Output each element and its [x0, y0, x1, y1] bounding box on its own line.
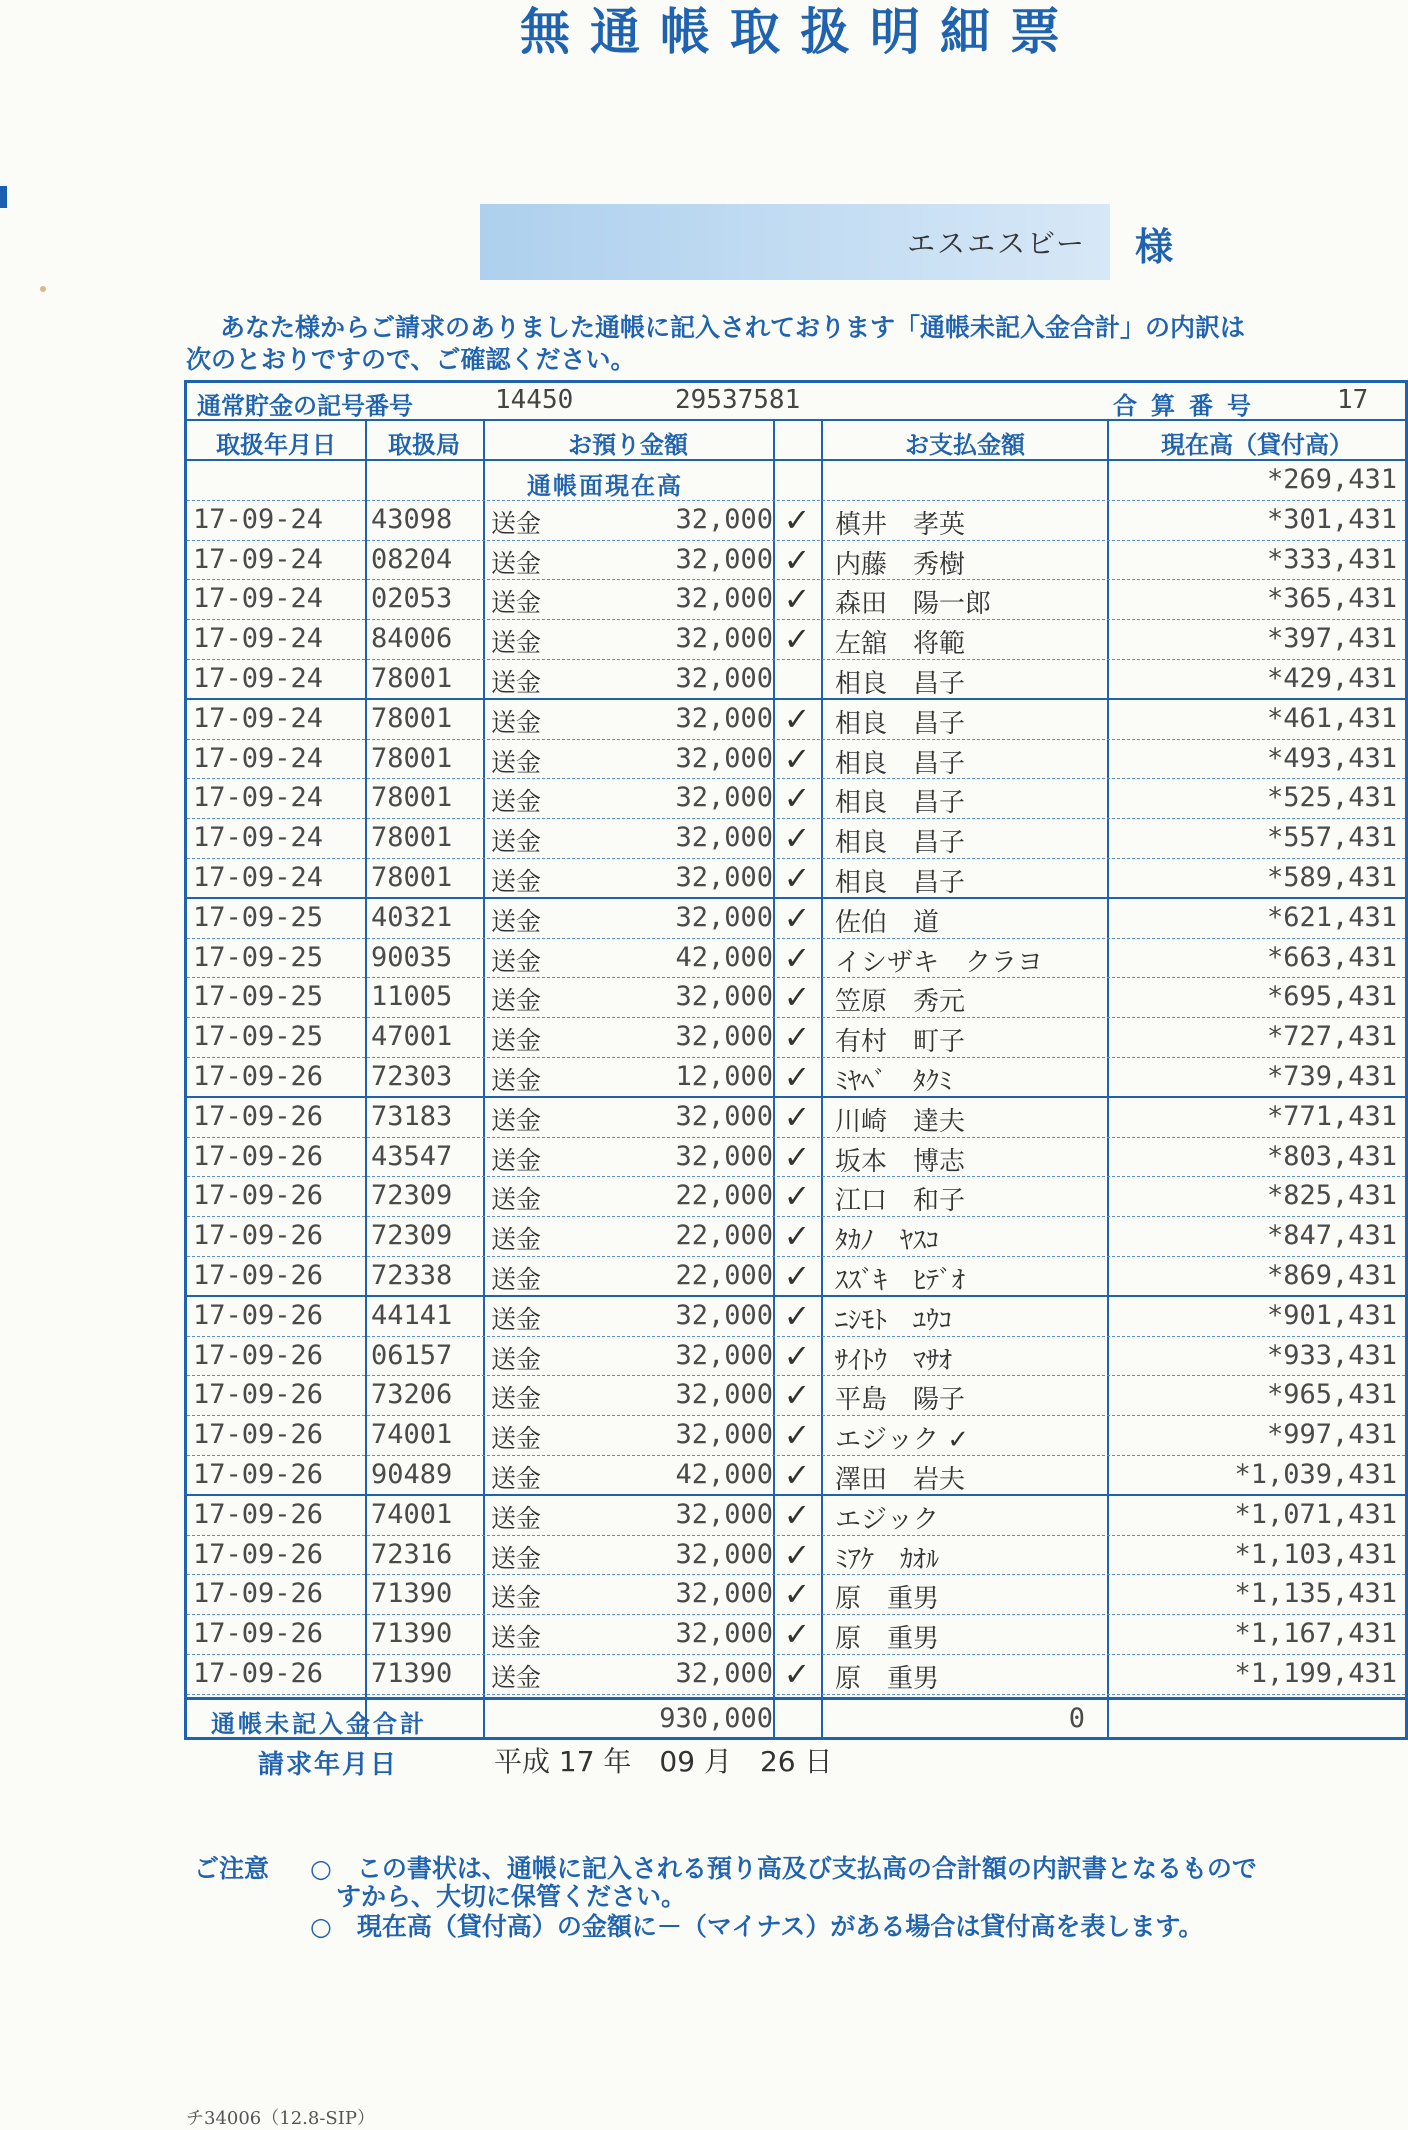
cell-balance: *461,431	[1266, 702, 1397, 734]
table-row	[187, 700, 1405, 740]
cell-balance: *525,431	[1266, 782, 1397, 814]
cell-balance: *397,431	[1266, 623, 1397, 655]
cell-payer: 川崎 達夫	[835, 1106, 966, 1137]
table-row	[187, 660, 1405, 700]
cell-check: ✓	[783, 620, 811, 659]
cell-type: 送金	[491, 1543, 542, 1573]
cell-balance: *803,431	[1266, 1140, 1397, 1172]
cell-amount: 32,000	[675, 583, 773, 615]
cell-check: ✓	[783, 1057, 811, 1096]
cell-date: 17-09-24	[193, 742, 324, 774]
table-row	[187, 1615, 1405, 1655]
cell-balance: *1,071,431	[1234, 1498, 1397, 1530]
cell-amount: 32,000	[675, 1140, 773, 1172]
cell-payer: ﾆｼﾓﾄ ﾕｳｺ	[835, 1305, 953, 1336]
cell-office: 06157	[371, 1339, 453, 1371]
cell-check: ✓	[783, 779, 811, 818]
cell-type: 送金	[491, 508, 542, 538]
table-row	[187, 1337, 1405, 1377]
cell-payer: 平島 陽子	[835, 1385, 966, 1416]
cell-check: ✓	[783, 978, 811, 1017]
cell-amount: 32,000	[675, 981, 773, 1013]
cell-date: 17-09-25	[193, 981, 324, 1013]
cell-payer: イシザキ クラヨ	[835, 947, 1044, 978]
cell-office: 08204	[371, 543, 453, 575]
ledger-rows	[187, 461, 1405, 1695]
opening-balance-value: *269,431	[1266, 464, 1397, 495]
cell-office: 71390	[371, 1618, 453, 1650]
table-row	[187, 580, 1405, 620]
cell-type: 送金	[491, 1623, 542, 1653]
cell-office: 78001	[371, 742, 453, 774]
totals-deposit: 930,000	[659, 1703, 773, 1734]
cell-payer: 森田 陽一郎	[835, 589, 992, 620]
cell-type: 送金	[491, 1583, 542, 1613]
cell-type: 送金	[491, 787, 542, 817]
cell-type: 送金	[491, 986, 542, 1016]
account-row	[187, 383, 1405, 421]
cell-balance: *301,431	[1266, 503, 1397, 535]
cell-office: 02053	[371, 583, 453, 615]
table-row	[187, 779, 1405, 819]
cell-balance: *869,431	[1266, 1259, 1397, 1291]
cell-check: ✓	[783, 1376, 811, 1415]
cell-amount: 32,000	[675, 861, 773, 893]
table-row	[187, 1496, 1405, 1536]
cell-balance: *429,431	[1266, 662, 1397, 694]
cell-balance: *727,431	[1266, 1021, 1397, 1053]
cell-date: 17-09-26	[193, 1538, 324, 1570]
addressee-name: エスエスビー	[907, 227, 1086, 260]
cell-check: ✓	[783, 938, 811, 977]
table-row	[187, 1177, 1405, 1217]
cell-check: ✓	[783, 699, 811, 738]
totals-payment: 0	[1068, 1703, 1085, 1734]
cell-payer: 坂本 博志	[835, 1146, 966, 1177]
cell-type: 送金	[491, 1145, 542, 1175]
cell-payer: 相良 昌子	[835, 867, 966, 898]
col-payment-header: お支払金額	[905, 431, 1025, 459]
cell-type: 送金	[491, 1026, 542, 1056]
cell-payer: 相良 昌子	[835, 708, 966, 739]
cell-type: 送金	[491, 707, 542, 737]
cell-payer: 槙井 孝英	[835, 509, 966, 540]
cell-type: 送金	[491, 1424, 542, 1454]
table-row	[187, 1257, 1405, 1297]
cell-amount: 22,000	[675, 1180, 773, 1212]
table-row	[187, 819, 1405, 859]
cell-date: 17-09-26	[193, 1498, 324, 1530]
cell-amount: 32,000	[675, 1538, 773, 1570]
cell-date: 17-09-26	[193, 1458, 324, 1490]
cell-amount: 32,000	[675, 1100, 773, 1132]
document-title: 無通帳取扱明細票	[520, 3, 1080, 61]
cell-date: 17-09-24	[193, 662, 324, 694]
cell-check: ✓	[783, 540, 811, 579]
cell-balance: *1,199,431	[1234, 1657, 1397, 1689]
table-row	[187, 1376, 1405, 1416]
cell-check: ✓	[783, 1615, 811, 1654]
cell-date: 17-09-26	[193, 1339, 324, 1371]
cell-amount: 32,000	[675, 1657, 773, 1689]
addressee-honorific: 様	[1135, 225, 1174, 269]
cell-office: 72338	[371, 1259, 453, 1291]
cell-amount: 32,000	[675, 1618, 773, 1650]
note-line-1: ○ この書状は、通帳に記入される預り高及び支払高の合計額の内訳書となるもので	[310, 1854, 1257, 1883]
cell-date: 17-09-24	[193, 822, 324, 854]
cell-check: ✓	[783, 500, 811, 539]
table-row	[187, 541, 1405, 581]
cell-balance: *1,135,431	[1234, 1578, 1397, 1610]
cell-type: 送金	[491, 827, 542, 857]
cell-amount: 22,000	[675, 1259, 773, 1291]
cell-amount: 32,000	[675, 623, 773, 655]
cell-type: 送金	[491, 1304, 542, 1334]
cell-check: ✓	[783, 898, 811, 937]
cell-check: ✓	[783, 1217, 811, 1256]
cell-date: 17-09-26	[193, 1299, 324, 1331]
cell-payer: 原 重男	[835, 1624, 940, 1655]
cell-type: 送金	[491, 1503, 542, 1533]
cell-date: 17-09-24	[193, 861, 324, 893]
cell-office: 78001	[371, 861, 453, 893]
cell-type: 送金	[491, 667, 542, 697]
cell-type: 送金	[491, 946, 542, 976]
opening-balance-row	[187, 461, 1405, 501]
addressee-band	[480, 204, 1110, 280]
cell-type: 送金	[491, 1344, 542, 1374]
cell-date: 17-09-26	[193, 1578, 324, 1610]
cell-type: 送金	[491, 1463, 542, 1493]
cell-balance: *825,431	[1266, 1180, 1397, 1212]
cell-check: ✓	[783, 819, 811, 858]
cell-amount: 42,000	[675, 941, 773, 973]
table-row	[187, 620, 1405, 660]
table-row	[187, 1297, 1405, 1337]
cell-balance: *557,431	[1266, 822, 1397, 854]
cell-payer: 相良 昌子	[835, 828, 966, 859]
cell-date: 17-09-25	[193, 1021, 324, 1053]
table-row	[187, 1138, 1405, 1178]
cell-date: 17-09-25	[193, 901, 324, 933]
cell-payer: 相良 昌子	[835, 668, 966, 699]
intro-text	[186, 312, 1408, 376]
cell-check: ✓	[783, 1296, 811, 1335]
table-row	[187, 1575, 1405, 1615]
cell-check: ✓	[783, 1336, 811, 1375]
cell-office: 47001	[371, 1021, 453, 1053]
request-date: 平成 17 年 09 月 26 日	[494, 1745, 833, 1778]
notes-label: ご注意	[194, 1854, 270, 1883]
table-row	[187, 1536, 1405, 1576]
cell-office: 74001	[371, 1419, 453, 1451]
table-row	[187, 740, 1405, 780]
cell-amount: 32,000	[675, 822, 773, 854]
table-row	[187, 1058, 1405, 1098]
cell-payer: 笠原 秀元	[835, 987, 966, 1018]
table-row	[187, 1018, 1405, 1058]
table-row	[187, 1416, 1405, 1456]
cell-type: 送金	[491, 1264, 542, 1294]
cell-office: 72309	[371, 1220, 453, 1252]
paper-smudge	[40, 286, 46, 292]
cell-amount: 22,000	[675, 1220, 773, 1252]
cell-payer: 原 重男	[835, 1584, 940, 1615]
cell-amount: 32,000	[675, 662, 773, 694]
cell-balance: *771,431	[1266, 1100, 1397, 1132]
cell-payer: 左舘 将範	[835, 629, 966, 660]
cell-date: 17-09-24	[193, 583, 324, 615]
cell-office: 78001	[371, 782, 453, 814]
cell-amount: 32,000	[675, 503, 773, 535]
cell-office: 90489	[371, 1458, 453, 1490]
cell-date: 17-09-26	[193, 1259, 324, 1291]
edge-mark	[0, 186, 7, 208]
cell-amount: 32,000	[675, 1498, 773, 1530]
cell-payer: 相良 昌子	[835, 788, 966, 819]
cell-check: ✓	[783, 1654, 811, 1693]
cell-office: 44141	[371, 1299, 453, 1331]
total-number-label: 合算番号	[1113, 392, 1265, 420]
cell-office: 78001	[371, 662, 453, 694]
cell-office: 90035	[371, 941, 453, 973]
cell-payer: ｽｽﾞｷ ﾋﾃﾞｵ	[835, 1265, 966, 1296]
account-symbol: 14450	[495, 385, 574, 415]
cell-office: 74001	[371, 1498, 453, 1530]
cell-balance: *621,431	[1266, 901, 1397, 933]
table-row	[187, 859, 1405, 899]
cell-balance: *739,431	[1266, 1060, 1397, 1092]
cell-type: 送金	[491, 747, 542, 777]
cell-balance: *847,431	[1266, 1220, 1397, 1252]
cell-balance: *933,431	[1266, 1339, 1397, 1371]
cell-office: 43098	[371, 503, 453, 535]
cell-amount: 32,000	[675, 1578, 773, 1610]
cell-payer: 内藤 秀樹	[835, 549, 966, 580]
cell-check: ✓	[783, 1256, 811, 1295]
cell-check: ✓	[783, 739, 811, 778]
cell-balance: *333,431	[1266, 543, 1397, 575]
cell-check: ✓	[783, 1535, 811, 1574]
table-row	[187, 1098, 1405, 1138]
table-row	[187, 899, 1405, 939]
cell-payer: ﾐﾔﾍﾞ ﾀｸﾐ	[835, 1066, 953, 1097]
table-row	[187, 1655, 1405, 1695]
cell-office: 73206	[371, 1379, 453, 1411]
note-line-1b: すから、大切に保管ください。	[336, 1882, 687, 1911]
cell-date: 17-09-26	[193, 1618, 324, 1650]
cell-payer: 相良 昌子	[835, 748, 966, 779]
col-balance-header: 現在高（貸付高）	[1161, 431, 1353, 459]
cell-date: 17-09-26	[193, 1180, 324, 1212]
table-row	[187, 939, 1405, 979]
cell-type: 送金	[491, 866, 542, 896]
opening-balance-label: 通帳面現在高	[527, 472, 683, 500]
intro-line-1: あなた様からご請求のありました通帳に記入されております「通帳未記入金合計」の内訳は	[220, 313, 1246, 342]
cell-payer: ﾐｱｹ ｶｵﾙ	[835, 1544, 940, 1575]
table-row	[187, 501, 1405, 541]
cell-amount: 32,000	[675, 901, 773, 933]
cell-balance: *695,431	[1266, 981, 1397, 1013]
cell-type: 送金	[491, 1185, 542, 1215]
cell-payer: 原 重男	[835, 1663, 940, 1694]
cell-office: 71390	[371, 1578, 453, 1610]
request-date-label: 請求年月日	[258, 1750, 399, 1780]
cell-date: 17-09-24	[193, 503, 324, 535]
cell-type: 送金	[491, 1105, 542, 1135]
cell-check: ✓	[783, 1137, 811, 1176]
cell-type: 送金	[491, 1662, 542, 1692]
cell-office: 72316	[371, 1538, 453, 1570]
cell-balance: *589,431	[1266, 861, 1397, 893]
totals-label: 通帳未記入金合計	[211, 1710, 427, 1738]
cell-date: 17-09-26	[193, 1657, 324, 1689]
cell-office: 11005	[371, 981, 453, 1013]
cell-check: ✓	[783, 1097, 811, 1136]
ledger-table	[184, 380, 1408, 1740]
col-deposit-header: お預り金額	[568, 431, 688, 459]
cell-type: 送金	[491, 548, 542, 578]
cell-balance: *493,431	[1266, 742, 1397, 774]
cell-office: 40321	[371, 901, 453, 933]
cell-check: ✓	[783, 1177, 811, 1216]
cell-payer: ﾀｶﾉ ﾔｽｺ	[835, 1226, 940, 1257]
table-row	[187, 1456, 1405, 1496]
cell-office: 78001	[371, 822, 453, 854]
cell-office: 71390	[371, 1657, 453, 1689]
cell-amount: 32,000	[675, 1379, 773, 1411]
cell-payer: 有村 町子	[835, 1027, 966, 1058]
table-row	[187, 1217, 1405, 1257]
cell-check: ✓	[783, 1455, 811, 1494]
cell-office: 84006	[371, 623, 453, 655]
cell-office: 73183	[371, 1100, 453, 1132]
cell-payer: 江口 和子	[835, 1186, 966, 1217]
cell-office: 72303	[371, 1060, 453, 1092]
cell-amount: 32,000	[675, 742, 773, 774]
account-number: 29537581	[675, 385, 801, 415]
cell-amount: 32,000	[675, 1299, 773, 1331]
cell-amount: 12,000	[675, 1060, 773, 1092]
column-header-row	[187, 421, 1405, 461]
cell-office: 43547	[371, 1140, 453, 1172]
cell-type: 送金	[491, 906, 542, 936]
cell-date: 17-09-24	[193, 702, 324, 734]
cell-balance: *663,431	[1266, 941, 1397, 973]
cell-check: ✓	[783, 1495, 811, 1534]
cell-date: 17-09-24	[193, 623, 324, 655]
cell-date: 17-09-26	[193, 1100, 324, 1132]
cell-type: 送金	[491, 1225, 542, 1255]
cell-amount: 32,000	[675, 1021, 773, 1053]
cell-amount: 42,000	[675, 1458, 773, 1490]
cell-check: ✓	[783, 580, 811, 619]
col-office-header: 取扱局	[388, 431, 460, 459]
cell-amount: 32,000	[675, 1419, 773, 1451]
cell-payer: エジック	[835, 1504, 940, 1535]
cell-type: 送金	[491, 1384, 542, 1414]
cell-date: 17-09-26	[193, 1379, 324, 1411]
cell-balance: *1,039,431	[1234, 1458, 1397, 1490]
cell-balance: *997,431	[1266, 1419, 1397, 1451]
cell-office: 72309	[371, 1180, 453, 1212]
cell-payer: 澤田 岩夫	[835, 1464, 966, 1495]
cell-type: 送金	[491, 1065, 542, 1095]
table-row	[187, 978, 1405, 1018]
cell-amount: 32,000	[675, 702, 773, 734]
cell-check: ✓	[783, 1416, 811, 1455]
cell-date: 17-09-24	[193, 543, 324, 575]
cell-date: 17-09-26	[193, 1060, 324, 1092]
cell-balance: *965,431	[1266, 1379, 1397, 1411]
cell-date: 17-09-26	[193, 1419, 324, 1451]
cell-balance: *365,431	[1266, 583, 1397, 615]
cell-payer: ｻｲﾄｳ ﾏｻｵ	[835, 1345, 953, 1376]
cell-type: 送金	[491, 588, 542, 618]
cell-date: 17-09-24	[193, 782, 324, 814]
cell-office: 78001	[371, 702, 453, 734]
cell-type: 送金	[491, 628, 542, 658]
note-line-2: ○ 現在高（貸付高）の金額に－（マイナス）がある場合は貸付高を表します。	[310, 1912, 1204, 1941]
cell-balance: *1,103,431	[1234, 1538, 1397, 1570]
cell-balance: *901,431	[1266, 1299, 1397, 1331]
totals-row	[187, 1697, 1405, 1737]
cell-date: 17-09-26	[193, 1220, 324, 1252]
total-number: 17	[1337, 385, 1369, 415]
account-label: 通常貯金の記号番号	[197, 392, 413, 420]
cell-payer: エジック ✓	[835, 1425, 970, 1456]
intro-line-2: 次のとおりですので、ご確認ください。	[186, 345, 636, 374]
cell-date: 17-09-25	[193, 941, 324, 973]
cell-amount: 32,000	[675, 543, 773, 575]
col-date-header: 取扱年月日	[216, 431, 336, 459]
cell-check: ✓	[783, 1018, 811, 1057]
cell-amount: 32,000	[675, 782, 773, 814]
cell-amount: 32,000	[675, 1339, 773, 1371]
cell-date: 17-09-26	[193, 1140, 324, 1172]
form-number: チ34006（12.8-SIP）	[186, 2108, 375, 2129]
cell-check: ✓	[783, 1575, 811, 1614]
cell-balance: *1,167,431	[1234, 1618, 1397, 1650]
cell-check: ✓	[783, 858, 811, 897]
cell-payer: 佐伯 道	[835, 907, 940, 938]
